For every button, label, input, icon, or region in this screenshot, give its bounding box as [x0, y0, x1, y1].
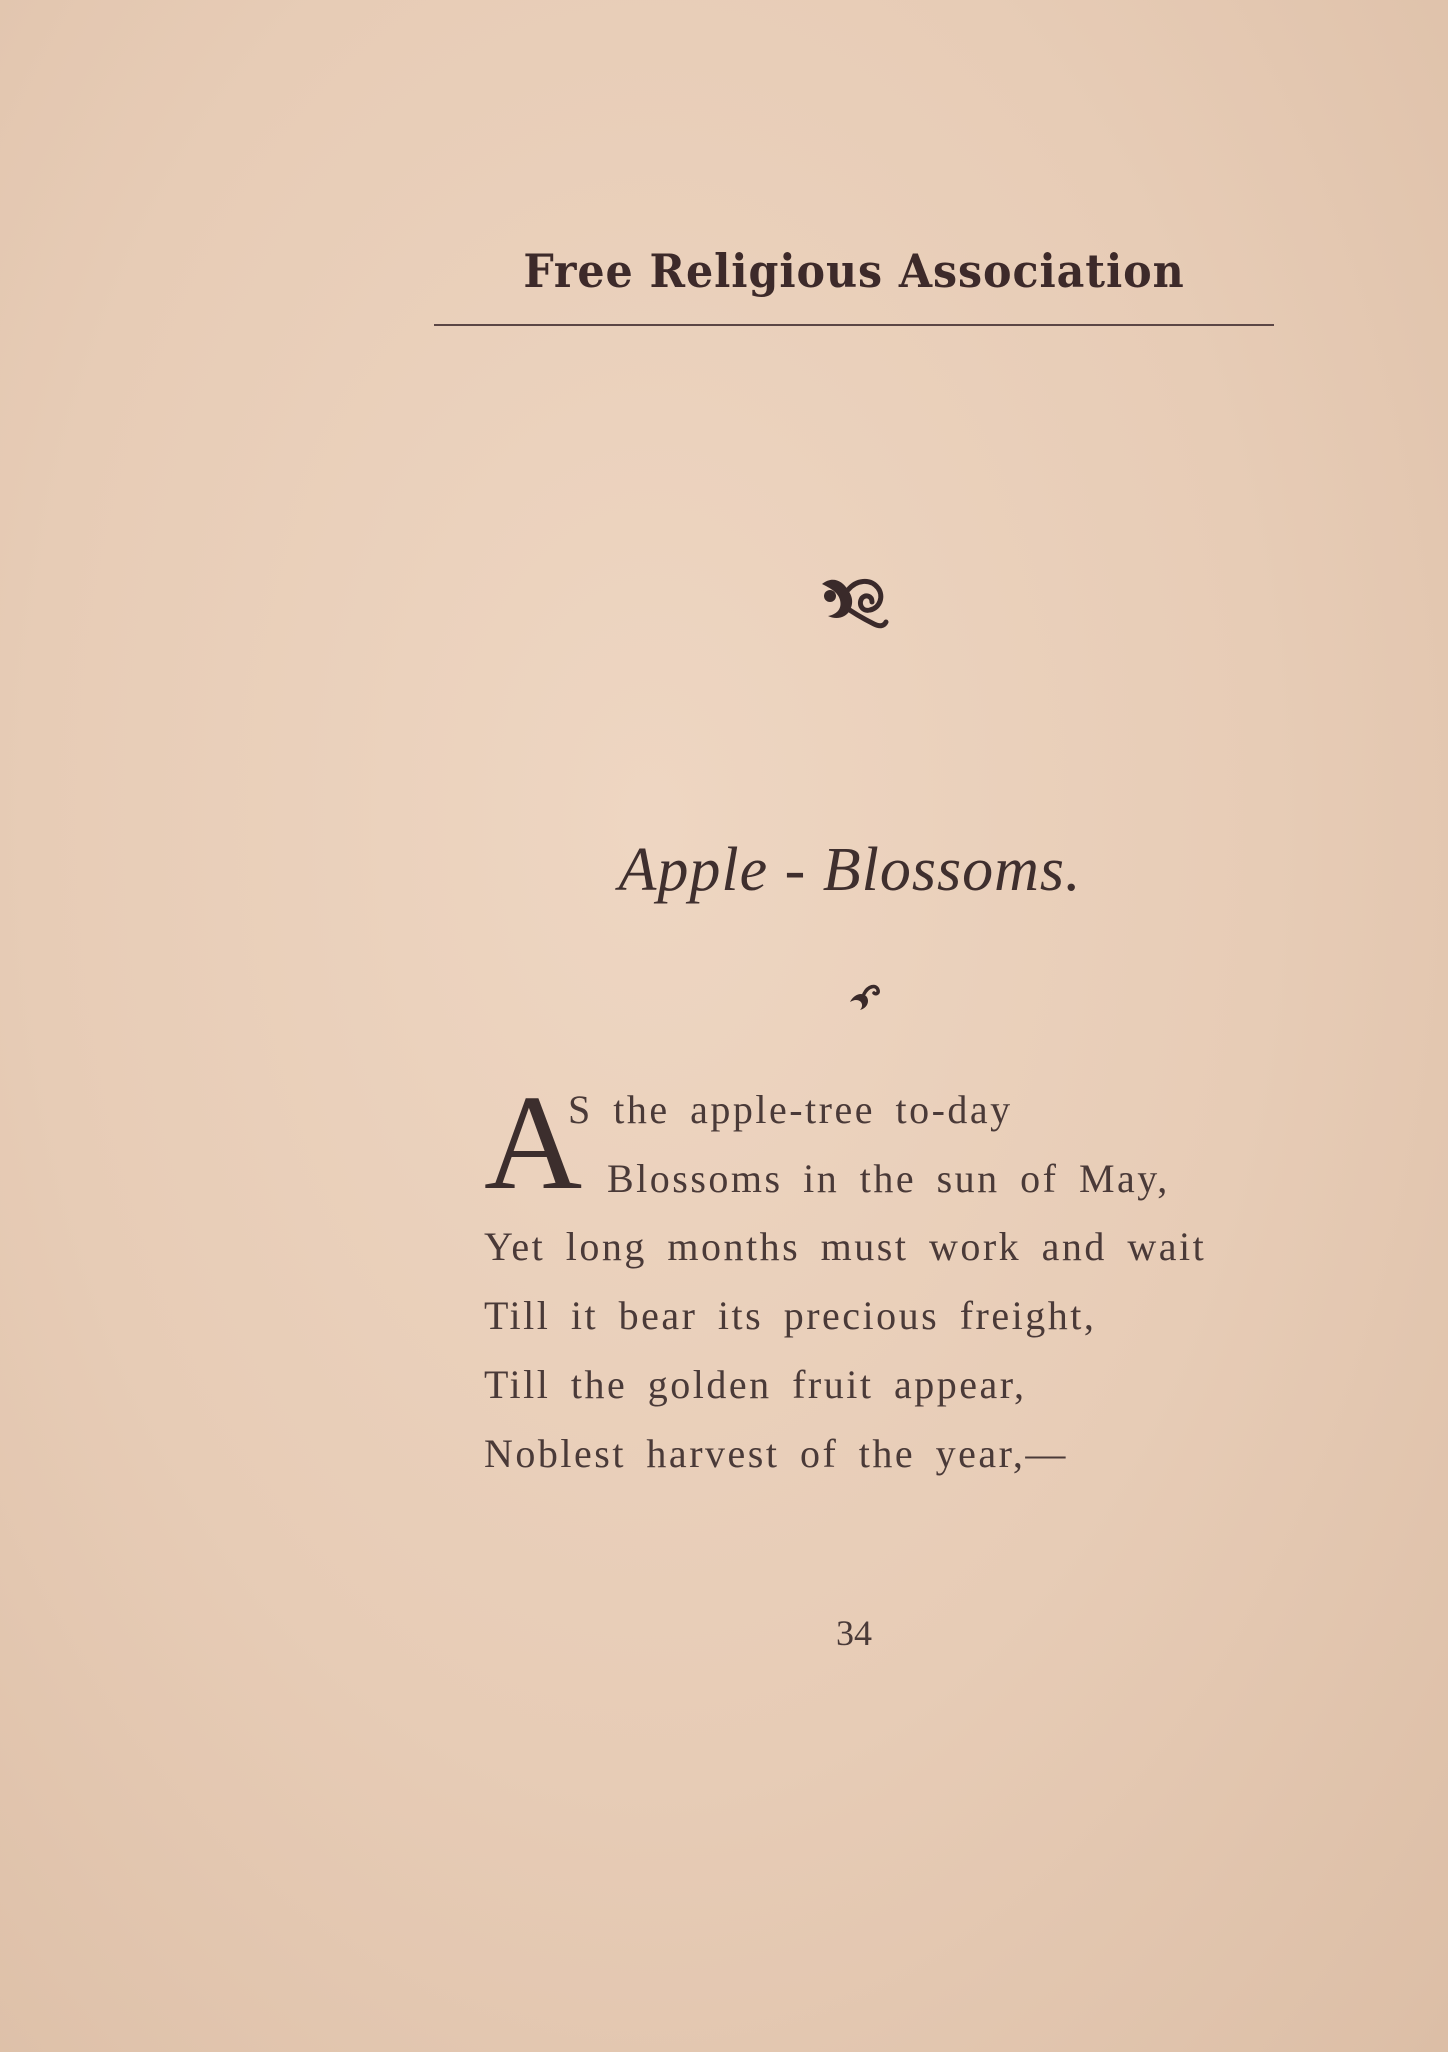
running-head: Free Religious Association [523, 244, 1185, 298]
poem-line-3: Yet long months must work and wait [484, 1224, 1207, 1269]
fleuron-small-icon [846, 980, 882, 1014]
poem-line-2: Blossoms in the sun of May, [607, 1156, 1170, 1201]
drop-cap: A [484, 1068, 583, 1218]
poem-line-6: Noblest harvest of the year,— [484, 1431, 1068, 1476]
header-rule [434, 324, 1274, 326]
fleuron-icon [814, 566, 894, 636]
poem-title: Apple - Blossoms. [618, 836, 1082, 904]
poem-line-4: Till it bear its precious freight, [484, 1293, 1097, 1338]
poem-line-1: S the apple-tree to-day [568, 1087, 1013, 1132]
page-number: 34 [836, 1613, 872, 1653]
poem-line-5: Till the golden fruit appear, [484, 1362, 1027, 1407]
